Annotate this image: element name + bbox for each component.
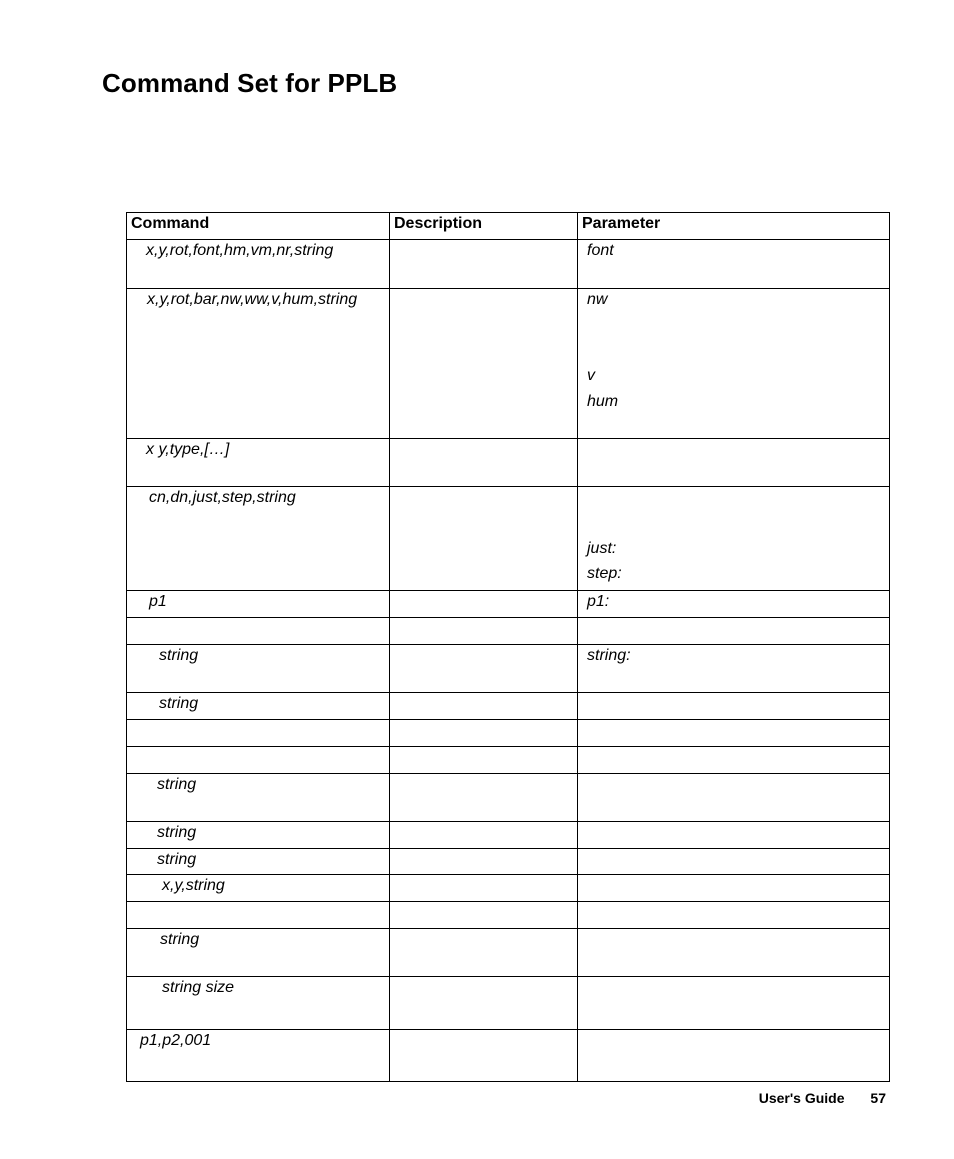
command-syntax xyxy=(127,902,389,904)
command-cell xyxy=(127,720,390,747)
table-row xyxy=(127,774,890,822)
description-cell xyxy=(390,591,578,618)
table-row xyxy=(127,1030,890,1082)
header-command: Command xyxy=(127,213,390,240)
table-row xyxy=(127,720,890,747)
description-cell xyxy=(390,747,578,774)
command-table xyxy=(126,212,890,1082)
table-row xyxy=(127,902,890,929)
description-cell xyxy=(390,439,578,487)
parameter-name: v xyxy=(587,367,595,384)
footer-page-number: 57 xyxy=(870,1090,886,1106)
parameter-cell xyxy=(578,977,890,1030)
command-cell xyxy=(127,902,390,929)
parameter-cell xyxy=(578,902,890,929)
description-cell xyxy=(390,289,578,439)
page-title: Command Set for PPLB xyxy=(102,68,398,98)
parameter-cell xyxy=(578,774,890,822)
parameter-name: nw xyxy=(587,291,608,308)
command-cell xyxy=(127,774,390,822)
command-syntax: x,y,string xyxy=(162,877,225,894)
table-row xyxy=(127,645,890,693)
parameter-cell xyxy=(578,1030,890,1082)
header-parameter: Parameter xyxy=(578,213,890,240)
table-row xyxy=(127,875,890,902)
command-syntax: x,y,rot,font,hm,vm,nr,string xyxy=(146,242,334,259)
parameter-name: step: xyxy=(587,565,622,582)
command-syntax: string xyxy=(157,851,197,868)
command-syntax: string size xyxy=(162,979,235,996)
description-cell xyxy=(390,693,578,720)
command-cell xyxy=(127,439,390,487)
description-cell xyxy=(390,774,578,822)
parameter-cell xyxy=(578,240,890,289)
command-cell xyxy=(127,487,390,591)
parameter-name: string: xyxy=(587,647,631,664)
page-footer xyxy=(759,1090,886,1106)
table-header-row xyxy=(127,213,890,240)
parameter-cell xyxy=(578,929,890,977)
command-cell xyxy=(127,289,390,439)
command-syntax xyxy=(127,720,389,722)
table-row xyxy=(127,693,890,720)
table-row xyxy=(127,929,890,977)
command-syntax xyxy=(127,618,389,620)
command-syntax: cn,dn,just,step,string xyxy=(149,489,296,506)
command-cell xyxy=(127,240,390,289)
command-syntax: x y,type,[…] xyxy=(146,441,230,458)
table-row xyxy=(127,240,890,289)
description-cell xyxy=(390,645,578,693)
parameter-cell xyxy=(578,618,890,645)
parameter-cell xyxy=(578,645,890,693)
table-row xyxy=(127,822,890,849)
parameter-cell xyxy=(578,747,890,774)
command-cell xyxy=(127,849,390,875)
parameter-cell xyxy=(578,439,890,487)
parameter-name: font xyxy=(587,242,614,259)
description-cell xyxy=(390,822,578,849)
description-cell xyxy=(390,1030,578,1082)
parameter-cell xyxy=(578,591,890,618)
command-cell xyxy=(127,747,390,774)
command-cell xyxy=(127,618,390,645)
table-row xyxy=(127,439,890,487)
description-cell xyxy=(390,902,578,929)
command-syntax: string xyxy=(157,824,197,841)
parameter-cell xyxy=(578,693,890,720)
command-cell xyxy=(127,875,390,902)
table-row xyxy=(127,747,890,774)
command-cell xyxy=(127,645,390,693)
table-row xyxy=(127,849,890,875)
table-row xyxy=(127,618,890,645)
parameter-name: just: xyxy=(587,540,617,557)
parameter-name: hum xyxy=(587,393,619,410)
command-syntax: x,y,rot,bar,nw,ww,v,hum,string xyxy=(147,291,358,308)
table-row xyxy=(127,289,890,439)
command-cell xyxy=(127,822,390,849)
description-cell xyxy=(390,487,578,591)
command-syntax: string xyxy=(159,695,199,712)
command-cell xyxy=(127,977,390,1030)
parameter-cell xyxy=(578,720,890,747)
table-row xyxy=(127,487,890,591)
parameter-cell xyxy=(578,487,890,591)
table-row xyxy=(127,977,890,1030)
command-syntax: p1 xyxy=(149,593,167,610)
command-syntax: string xyxy=(157,776,197,793)
command-cell xyxy=(127,693,390,720)
parameter-cell xyxy=(578,822,890,849)
parameter-cell xyxy=(578,289,890,439)
description-cell xyxy=(390,875,578,902)
command-cell xyxy=(127,929,390,977)
table-row xyxy=(127,591,890,618)
command-cell xyxy=(127,1030,390,1082)
command-syntax: p1,p2,001 xyxy=(140,1032,212,1049)
description-cell xyxy=(390,240,578,289)
command-cell xyxy=(127,591,390,618)
footer-guide-label: User's Guide xyxy=(758,1090,845,1106)
table-body xyxy=(127,240,890,1082)
description-cell xyxy=(390,977,578,1030)
description-cell xyxy=(390,849,578,875)
parameter-cell xyxy=(578,849,890,875)
description-cell xyxy=(390,618,578,645)
parameter-cell xyxy=(578,875,890,902)
description-cell xyxy=(390,929,578,977)
header-description: Description xyxy=(390,213,578,240)
command-syntax: string xyxy=(159,647,199,664)
description-cell xyxy=(390,720,578,747)
command-syntax xyxy=(127,747,389,749)
parameter-name: p1: xyxy=(587,593,610,610)
command-syntax: string xyxy=(160,931,200,948)
